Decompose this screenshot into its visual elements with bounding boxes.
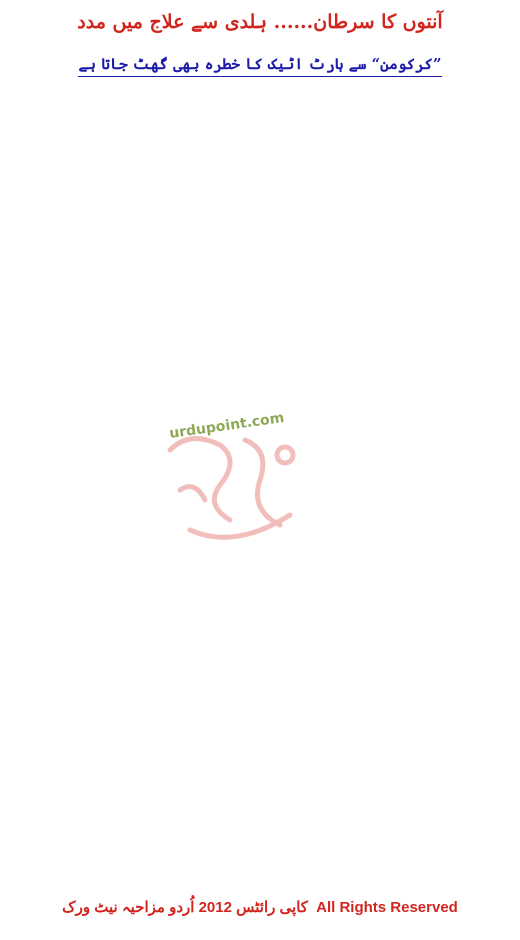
article-body: [6, 88, 514, 858]
article-headline: آنتوں کا سرطان...... ہلدی سے علاج میں مدد: [77, 11, 443, 33]
article-subtitle-wrap: [0, 54, 520, 73]
copyright-footer: [0, 898, 520, 916]
watermark-text: urdupoint.com: [168, 410, 286, 442]
copyright-urdu: کاپی رائٹس 2012 اُردو مزاحیہ نیٹ ورک: [62, 899, 308, 916]
article-subtitle: ”کرکومن“ سے ہارٹ اٹیک کا خطرہ بھی گھٹ جاتا ہے: [78, 55, 441, 77]
copyright-english: All Rights Reserved: [316, 899, 458, 916]
